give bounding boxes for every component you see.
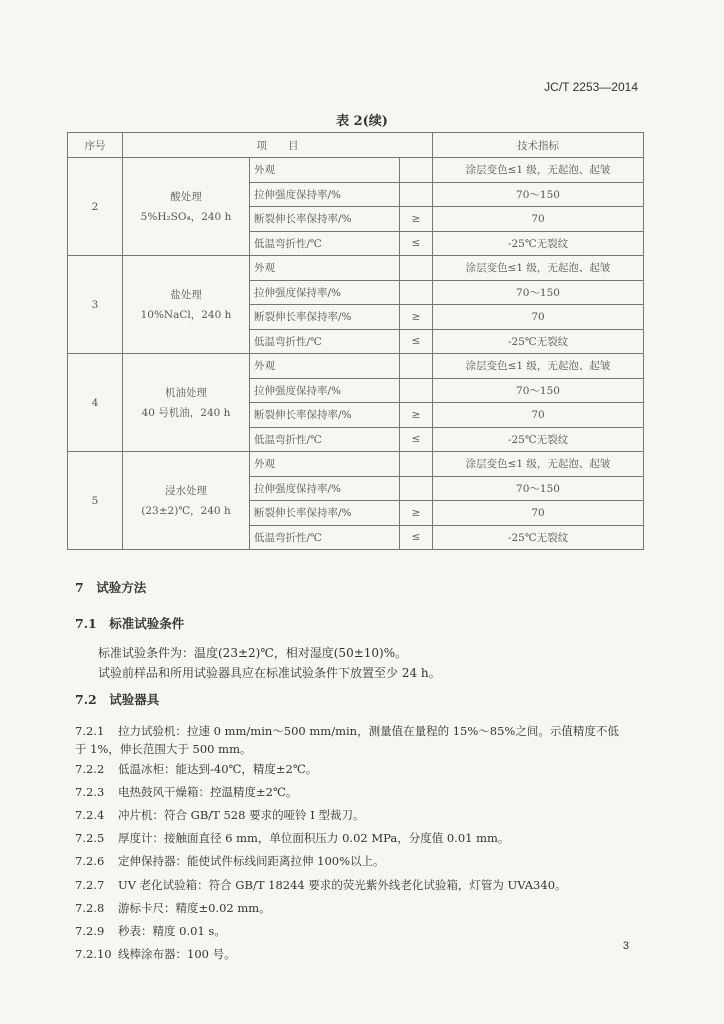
cell-condition (123, 354, 250, 452)
clause-item (75, 852, 647, 871)
table-row (68, 158, 644, 183)
header-item: 项 目 (123, 133, 433, 158)
clause-text: 拉力试验机：拉速 0 mm/min～500 mm/min，测量值在量程的 15%～85%之间。示值精度不低 (118, 724, 619, 738)
cell-spec: 涂层变色≤1 级，无起泡、起皱 (433, 158, 644, 183)
clause-number: 7.2.4 (75, 808, 105, 822)
section-7-1-title: 7.1 标准试验条件 (75, 616, 185, 631)
cell-symbol: ≤ (400, 525, 433, 550)
cell-item: 断裂伸长率保持率/% (250, 403, 400, 428)
section-7-title: 7 试验方法 (75, 580, 147, 595)
cell-condition (123, 256, 250, 354)
cell-spec: 涂层变色≤1 级，无起泡、起皱 (433, 256, 644, 281)
cell-seq: 4 (68, 354, 123, 452)
table-row (68, 354, 644, 379)
clause-text: 游标卡尺：精度±0.02 mm。 (118, 901, 271, 915)
cell-item: 拉伸强度保持率/% (250, 378, 400, 403)
clause-text: 定伸保持器：能使试件标线间距离拉伸 100%以上。 (118, 854, 385, 868)
paragraph-conditions: 标准试验条件为：温度(23±2)℃，相对湿度(50±10)%。 (98, 646, 408, 660)
cell-item: 低温弯折性/℃ (250, 525, 400, 550)
clause-text: 低温冰柜：能达到-40℃，精度±2℃。 (118, 762, 318, 776)
clause-item (75, 945, 647, 964)
cell-symbol: ≤ (400, 231, 433, 256)
cell-item: 拉伸强度保持率/% (250, 280, 400, 305)
cell-item: 低温弯折性/℃ (250, 231, 400, 256)
clause-number: 7.2.3 (75, 785, 105, 799)
cell-condition (123, 158, 250, 256)
condition-name: 盐处理 (170, 288, 202, 301)
cell-spec: 70 (433, 305, 644, 330)
cell-spec: 70 (433, 501, 644, 526)
cell-symbol (400, 182, 433, 207)
cell-item: 断裂伸长率保持率/% (250, 305, 400, 330)
cell-symbol: ≤ (400, 427, 433, 452)
condition-detail: (23±2)℃，240 h (141, 504, 231, 517)
cell-item: 拉伸强度保持率/% (250, 182, 400, 207)
clause-text: 冲片机：符合 GB/T 528 要求的哑铃 I 型裁刀。 (118, 808, 365, 822)
cell-spec: 70～150 (433, 476, 644, 501)
clause-item (75, 722, 647, 741)
cell-item: 外观 (250, 158, 400, 183)
clause-item (75, 899, 647, 918)
standard-code: JC/T 2253—2014 (544, 80, 638, 94)
cell-symbol: ≥ (400, 403, 433, 428)
cell-spec: -25℃无裂纹 (433, 525, 644, 550)
cell-seq: 3 (68, 256, 123, 354)
cell-seq: 5 (68, 452, 123, 550)
cell-spec: 70～150 (433, 280, 644, 305)
cell-item: 低温弯折性/℃ (250, 427, 400, 452)
paragraph-conditioning: 试验前样品和所用试验器具应在标准试验条件下放置至少 24 h。 (98, 666, 441, 680)
clause-number: 7.2.8 (75, 901, 105, 915)
cell-item: 外观 (250, 256, 400, 281)
clause-item (75, 876, 647, 895)
cell-item: 断裂伸长率保持率/% (250, 207, 400, 232)
section-7-2-title: 7.2 试验器具 (75, 692, 160, 707)
cell-spec: 70 (433, 403, 644, 428)
cell-item: 低温弯折性/℃ (250, 329, 400, 354)
cell-seq: 2 (68, 158, 123, 256)
header-seq: 序号 (68, 133, 123, 158)
clause-number: 7.2.9 (75, 924, 105, 938)
clause-item (75, 922, 647, 941)
clause-item (75, 806, 647, 825)
clause-number: 7.2.2 (75, 762, 105, 776)
cell-symbol (400, 158, 433, 183)
clause-number: 7.2.6 (75, 854, 105, 868)
cell-item: 断裂伸长率保持率/% (250, 501, 400, 526)
condition-name: 酸处理 (170, 190, 202, 203)
clause-number: 7.2.5 (75, 831, 105, 845)
table-row (68, 452, 644, 477)
clause-item (75, 783, 647, 802)
cell-spec: 70 (433, 207, 644, 232)
header-spec: 技术指标 (433, 133, 644, 158)
clause-number: 7.2.10 (75, 947, 112, 961)
cell-symbol (400, 378, 433, 403)
clause-text: 线棒涂布器：100 号。 (118, 947, 236, 961)
condition-name: 浸水处理 (165, 484, 207, 497)
cell-symbol (400, 280, 433, 305)
clause-text: 厚度计：接触面直径 6 mm，单位面积压力 0.02 MPa，分度值 0.01 mm。 (118, 831, 510, 845)
cell-spec: 70～150 (433, 378, 644, 403)
table-header-row (68, 133, 644, 158)
clause-number: 7.2.1 (75, 724, 105, 738)
clause-text: 电热鼓风干燥箱：控温精度±2℃。 (118, 785, 298, 799)
page-number: 3 (622, 940, 629, 952)
spec-table (67, 132, 644, 550)
cell-symbol (400, 256, 433, 281)
cell-symbol: ≤ (400, 329, 433, 354)
condition-name: 机油处理 (165, 386, 207, 399)
cell-spec: -25℃无裂纹 (433, 427, 644, 452)
cell-spec: 70～150 (433, 182, 644, 207)
clause-item (75, 829, 647, 848)
clause-continuation: 于 1%，伸长范围大于 500 mm。 (75, 742, 252, 756)
cell-symbol (400, 476, 433, 501)
cell-item: 外观 (250, 452, 400, 477)
condition-detail: 10%NaCl，240 h (140, 308, 232, 321)
condition-detail: 5%H₂SO₄，240 h (140, 210, 232, 223)
cell-spec: 涂层变色≤1 级，无起泡、起皱 (433, 354, 644, 379)
table-caption: 表 2(续) (336, 114, 388, 129)
cell-item: 外观 (250, 354, 400, 379)
cell-item: 拉伸强度保持率/% (250, 476, 400, 501)
condition-detail: 40 号机油，240 h (141, 406, 231, 419)
table-row (68, 256, 644, 281)
cell-spec: -25℃无裂纹 (433, 329, 644, 354)
cell-spec: 涂层变色≤1 级，无起泡、起皱 (433, 452, 644, 477)
cell-spec: -25℃无裂纹 (433, 231, 644, 256)
cell-symbol: ≥ (400, 501, 433, 526)
cell-condition (123, 452, 250, 550)
clause-text: UV 老化试验箱：符合 GB/T 18244 要求的荧光紫外线老化试验箱，灯管为 UVA340。 (118, 878, 567, 892)
cell-symbol (400, 452, 433, 477)
clause-text: 秒表：精度 0.01 s。 (118, 924, 226, 938)
clause-number: 7.2.7 (75, 878, 105, 892)
cell-symbol: ≥ (400, 207, 433, 232)
clause-item (75, 760, 647, 779)
cell-symbol (400, 354, 433, 379)
cell-symbol: ≥ (400, 305, 433, 330)
